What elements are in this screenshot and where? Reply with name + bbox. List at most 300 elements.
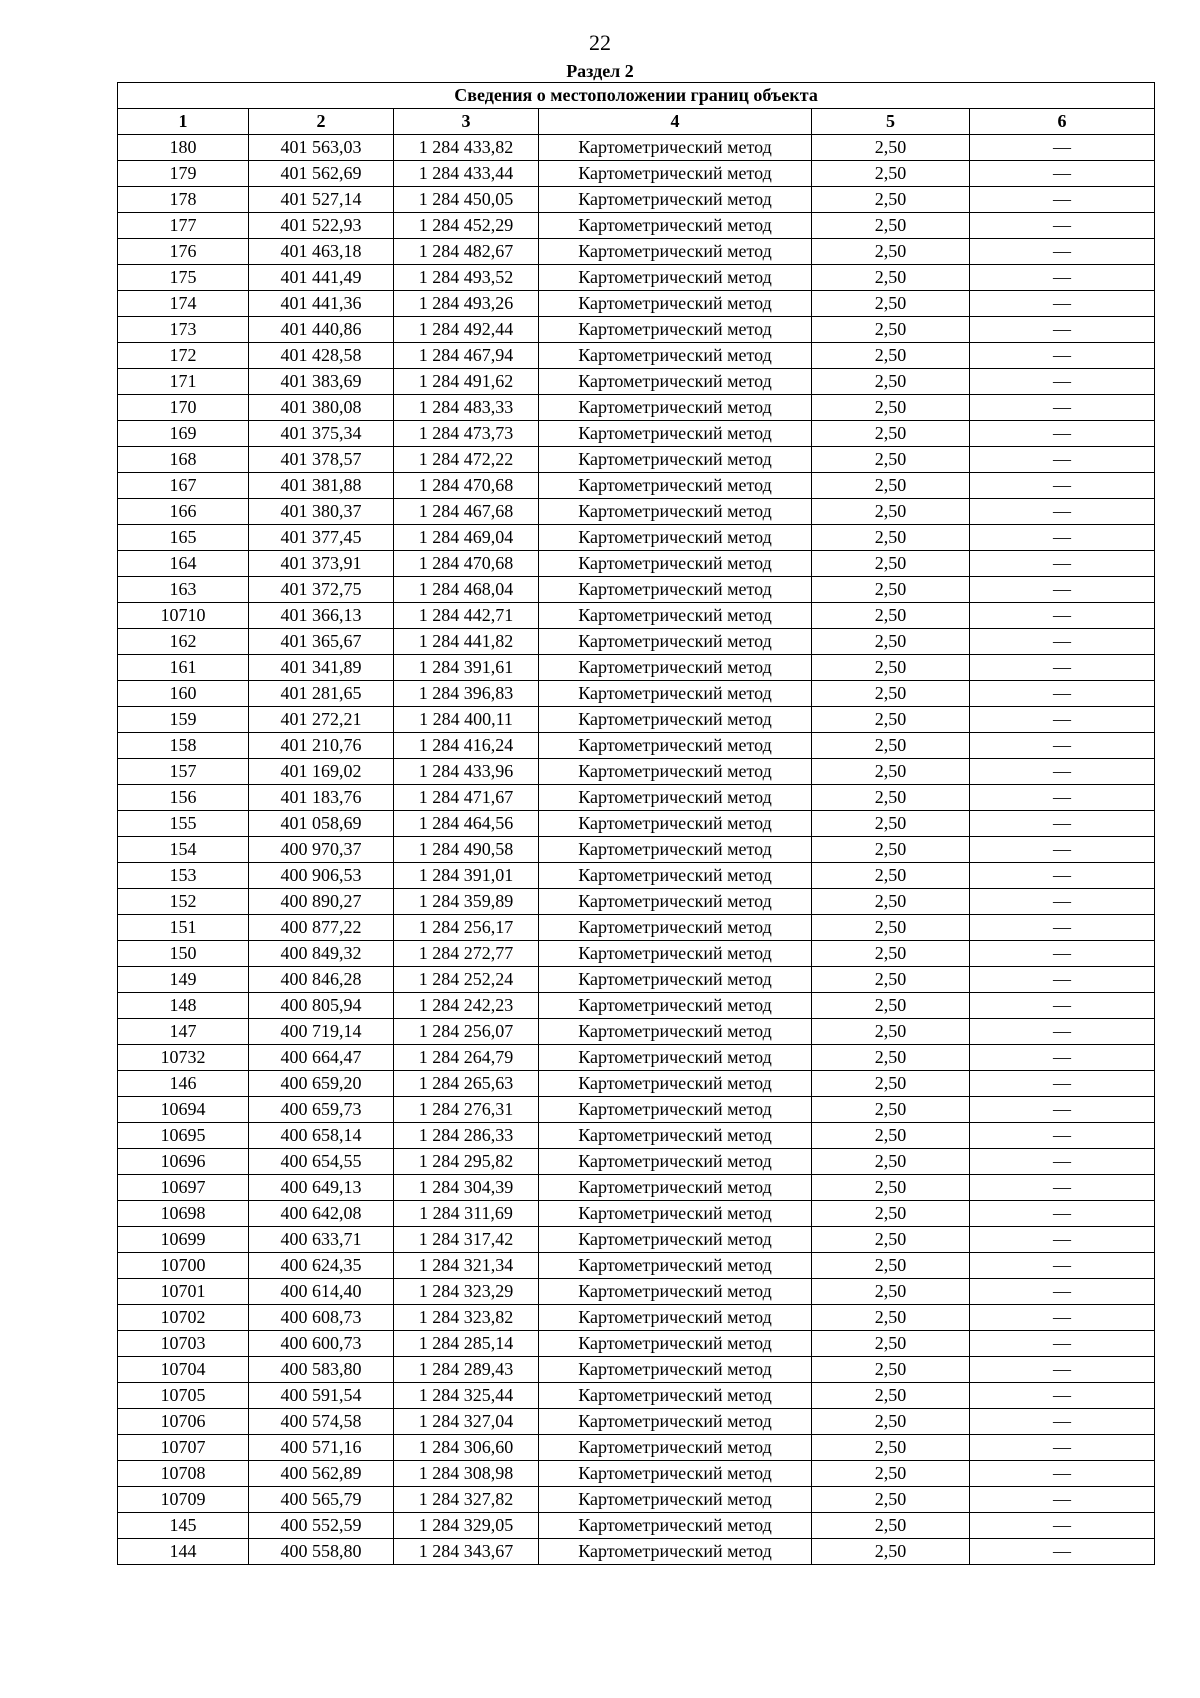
column-header-1: 1 <box>118 109 249 135</box>
table-row <box>118 811 1155 837</box>
accuracy-cell: 2,50 <box>812 1097 970 1123</box>
determination-method-cell: Картометрический метод <box>539 473 812 499</box>
table-row <box>118 785 1155 811</box>
coord-x-cell: 400 805,94 <box>249 993 394 1019</box>
table-row <box>118 1123 1155 1149</box>
point-number-cell: 171 <box>118 369 249 395</box>
coord-x-cell: 400 642,08 <box>249 1201 394 1227</box>
accuracy-cell: 2,50 <box>812 889 970 915</box>
point-number-cell: 160 <box>118 681 249 707</box>
coord-x-cell: 400 649,13 <box>249 1175 394 1201</box>
table-row <box>118 1045 1155 1071</box>
accuracy-cell: 2,50 <box>812 1149 970 1175</box>
accuracy-cell: 2,50 <box>812 1045 970 1071</box>
table-row <box>118 733 1155 759</box>
description-cell: — <box>970 967 1155 993</box>
point-number-cell: 10701 <box>118 1279 249 1305</box>
determination-method-cell: Картометрический метод <box>539 161 812 187</box>
table-row <box>118 681 1155 707</box>
coord-y-cell: 1 284 391,61 <box>394 655 539 681</box>
description-cell: — <box>970 1331 1155 1357</box>
table-header-row <box>118 109 1155 135</box>
description-cell: — <box>970 1019 1155 1045</box>
accuracy-cell: 2,50 <box>812 343 970 369</box>
determination-method-cell: Картометрический метод <box>539 1071 812 1097</box>
table-row <box>118 1071 1155 1097</box>
point-number-cell: 145 <box>118 1513 249 1539</box>
table-row <box>118 525 1155 551</box>
determination-method-cell: Картометрический метод <box>539 837 812 863</box>
determination-method-cell: Картометрический метод <box>539 1149 812 1175</box>
coord-x-cell: 401 383,69 <box>249 369 394 395</box>
accuracy-cell: 2,50 <box>812 629 970 655</box>
description-cell: — <box>970 291 1155 317</box>
table-row <box>118 1357 1155 1383</box>
coord-x-cell: 401 527,14 <box>249 187 394 213</box>
table-row <box>118 421 1155 447</box>
determination-method-cell: Картометрический метод <box>539 1357 812 1383</box>
accuracy-cell: 2,50 <box>812 967 970 993</box>
coord-y-cell: 1 284 433,96 <box>394 759 539 785</box>
determination-method-cell: Картометрический метод <box>539 1123 812 1149</box>
accuracy-cell: 2,50 <box>812 1019 970 1045</box>
description-cell: — <box>970 1149 1155 1175</box>
coord-x-cell: 400 849,32 <box>249 941 394 967</box>
accuracy-cell: 2,50 <box>812 265 970 291</box>
description-cell: — <box>970 733 1155 759</box>
description-cell: — <box>970 1357 1155 1383</box>
point-number-cell: 158 <box>118 733 249 759</box>
description-cell: — <box>970 1253 1155 1279</box>
description-cell: — <box>970 447 1155 473</box>
description-cell: — <box>970 603 1155 629</box>
point-number-cell: 167 <box>118 473 249 499</box>
table-row <box>118 343 1155 369</box>
table-row <box>118 213 1155 239</box>
coord-x-cell: 401 372,75 <box>249 577 394 603</box>
coord-y-cell: 1 284 276,31 <box>394 1097 539 1123</box>
point-number-cell: 165 <box>118 525 249 551</box>
description-cell: — <box>970 1305 1155 1331</box>
accuracy-cell: 2,50 <box>812 993 970 1019</box>
description-cell: — <box>970 1487 1155 1513</box>
determination-method-cell: Картометрический метод <box>539 1097 812 1123</box>
table-row <box>118 239 1155 265</box>
table-row <box>118 1149 1155 1175</box>
coord-x-cell: 401 272,21 <box>249 707 394 733</box>
description-cell: — <box>970 759 1155 785</box>
description-cell: — <box>970 395 1155 421</box>
accuracy-cell: 2,50 <box>812 915 970 941</box>
boundary-coordinates-table <box>117 82 1155 1565</box>
point-number-cell: 156 <box>118 785 249 811</box>
coord-y-cell: 1 284 467,94 <box>394 343 539 369</box>
accuracy-cell: 2,50 <box>812 941 970 967</box>
table-row <box>118 1331 1155 1357</box>
point-number-cell: 178 <box>118 187 249 213</box>
point-number-cell: 10696 <box>118 1149 249 1175</box>
description-cell: — <box>970 265 1155 291</box>
point-number-cell: 10698 <box>118 1201 249 1227</box>
point-number-cell: 149 <box>118 967 249 993</box>
determination-method-cell: Картометрический метод <box>539 993 812 1019</box>
coord-y-cell: 1 284 482,67 <box>394 239 539 265</box>
accuracy-cell: 2,50 <box>812 681 970 707</box>
table-row <box>118 967 1155 993</box>
coord-y-cell: 1 284 242,23 <box>394 993 539 1019</box>
table-row <box>118 291 1155 317</box>
coord-y-cell: 1 284 441,82 <box>394 629 539 655</box>
description-cell: — <box>970 161 1155 187</box>
determination-method-cell: Картометрический метод <box>539 1539 812 1565</box>
point-number-cell: 177 <box>118 213 249 239</box>
coord-y-cell: 1 284 272,77 <box>394 941 539 967</box>
description-cell: — <box>970 499 1155 525</box>
description-cell: — <box>970 421 1155 447</box>
coord-y-cell: 1 284 329,05 <box>394 1513 539 1539</box>
coord-x-cell: 401 373,91 <box>249 551 394 577</box>
point-number-cell: 147 <box>118 1019 249 1045</box>
coord-x-cell: 401 058,69 <box>249 811 394 837</box>
accuracy-cell: 2,50 <box>812 1279 970 1305</box>
coord-x-cell: 400 719,14 <box>249 1019 394 1045</box>
accuracy-cell: 2,50 <box>812 1227 970 1253</box>
coord-y-cell: 1 284 396,83 <box>394 681 539 707</box>
point-number-cell: 10703 <box>118 1331 249 1357</box>
accuracy-cell: 2,50 <box>812 759 970 785</box>
point-number-cell: 10710 <box>118 603 249 629</box>
table-row <box>118 993 1155 1019</box>
coord-x-cell: 400 583,80 <box>249 1357 394 1383</box>
point-number-cell: 153 <box>118 863 249 889</box>
coord-x-cell: 401 281,65 <box>249 681 394 707</box>
coord-y-cell: 1 284 304,39 <box>394 1175 539 1201</box>
description-cell: — <box>970 551 1155 577</box>
coord-y-cell: 1 284 493,26 <box>394 291 539 317</box>
coord-x-cell: 400 890,27 <box>249 889 394 915</box>
determination-method-cell: Картометрический метод <box>539 135 812 161</box>
coord-x-cell: 401 428,58 <box>249 343 394 369</box>
accuracy-cell: 2,50 <box>812 135 970 161</box>
point-number-cell: 163 <box>118 577 249 603</box>
description-cell: — <box>970 681 1155 707</box>
accuracy-cell: 2,50 <box>812 1409 970 1435</box>
description-cell: — <box>970 525 1155 551</box>
determination-method-cell: Картометрический метод <box>539 1175 812 1201</box>
coord-x-cell: 400 846,28 <box>249 967 394 993</box>
coord-y-cell: 1 284 295,82 <box>394 1149 539 1175</box>
coord-x-cell: 401 440,86 <box>249 317 394 343</box>
coord-y-cell: 1 284 468,04 <box>394 577 539 603</box>
table-row <box>118 1487 1155 1513</box>
point-number-cell: 146 <box>118 1071 249 1097</box>
table-row <box>118 447 1155 473</box>
coord-x-cell: 401 380,37 <box>249 499 394 525</box>
accuracy-cell: 2,50 <box>812 551 970 577</box>
accuracy-cell: 2,50 <box>812 837 970 863</box>
point-number-cell: 173 <box>118 317 249 343</box>
point-number-cell: 10702 <box>118 1305 249 1331</box>
point-number-cell: 180 <box>118 135 249 161</box>
determination-method-cell: Картометрический метод <box>539 603 812 629</box>
description-cell: — <box>970 1097 1155 1123</box>
coord-x-cell: 401 375,34 <box>249 421 394 447</box>
point-number-cell: 176 <box>118 239 249 265</box>
table-row <box>118 1175 1155 1201</box>
coord-x-cell: 401 366,13 <box>249 603 394 629</box>
point-number-cell: 10694 <box>118 1097 249 1123</box>
coord-y-cell: 1 284 317,42 <box>394 1227 539 1253</box>
coord-y-cell: 1 284 311,69 <box>394 1201 539 1227</box>
coord-y-cell: 1 284 433,82 <box>394 135 539 161</box>
coord-y-cell: 1 284 306,60 <box>394 1435 539 1461</box>
coord-x-cell: 401 522,93 <box>249 213 394 239</box>
accuracy-cell: 2,50 <box>812 473 970 499</box>
coord-y-cell: 1 284 343,67 <box>394 1539 539 1565</box>
accuracy-cell: 2,50 <box>812 811 970 837</box>
accuracy-cell: 2,50 <box>812 1201 970 1227</box>
description-cell: — <box>970 707 1155 733</box>
accuracy-cell: 2,50 <box>812 1383 970 1409</box>
coord-y-cell: 1 284 265,63 <box>394 1071 539 1097</box>
determination-method-cell: Картометрический метод <box>539 1461 812 1487</box>
table-row <box>118 889 1155 915</box>
point-number-cell: 169 <box>118 421 249 447</box>
coord-x-cell: 400 574,58 <box>249 1409 394 1435</box>
table-row <box>118 135 1155 161</box>
accuracy-cell: 2,50 <box>812 655 970 681</box>
accuracy-cell: 2,50 <box>812 1539 970 1565</box>
determination-method-cell: Картометрический метод <box>539 369 812 395</box>
section-title: Раздел 2 <box>566 61 634 81</box>
coord-x-cell: 400 664,47 <box>249 1045 394 1071</box>
table-row <box>118 1019 1155 1045</box>
description-cell: — <box>970 1383 1155 1409</box>
point-number-cell: 172 <box>118 343 249 369</box>
column-header-5: 5 <box>812 109 970 135</box>
column-header-2: 2 <box>249 109 394 135</box>
determination-method-cell: Картометрический метод <box>539 681 812 707</box>
point-number-cell: 155 <box>118 811 249 837</box>
coord-y-cell: 1 284 252,24 <box>394 967 539 993</box>
determination-method-cell: Картометрический метод <box>539 1331 812 1357</box>
point-number-cell: 170 <box>118 395 249 421</box>
coord-x-cell: 400 552,59 <box>249 1513 394 1539</box>
table-row <box>118 369 1155 395</box>
point-number-cell: 174 <box>118 291 249 317</box>
description-cell: — <box>970 473 1155 499</box>
accuracy-cell: 2,50 <box>812 1357 970 1383</box>
table-row <box>118 395 1155 421</box>
accuracy-cell: 2,50 <box>812 1175 970 1201</box>
determination-method-cell: Картометрический метод <box>539 291 812 317</box>
determination-method-cell: Картометрический метод <box>539 421 812 447</box>
accuracy-cell: 2,50 <box>812 317 970 343</box>
table-body <box>118 83 1155 1565</box>
accuracy-cell: 2,50 <box>812 577 970 603</box>
coord-y-cell: 1 284 490,58 <box>394 837 539 863</box>
determination-method-cell: Картометрический метод <box>539 1435 812 1461</box>
coord-x-cell: 401 365,67 <box>249 629 394 655</box>
accuracy-cell: 2,50 <box>812 161 970 187</box>
determination-method-cell: Картометрический метод <box>539 655 812 681</box>
coord-x-cell: 401 210,76 <box>249 733 394 759</box>
determination-method-cell: Картометрический метод <box>539 213 812 239</box>
description-cell: — <box>970 1539 1155 1565</box>
coord-x-cell: 400 659,20 <box>249 1071 394 1097</box>
coord-x-cell: 401 183,76 <box>249 785 394 811</box>
description-cell: — <box>970 1279 1155 1305</box>
description-cell: — <box>970 1201 1155 1227</box>
determination-method-cell: Картометрический метод <box>539 1487 812 1513</box>
determination-method-cell: Картометрический метод <box>539 525 812 551</box>
coord-y-cell: 1 284 400,11 <box>394 707 539 733</box>
coord-y-cell: 1 284 470,68 <box>394 551 539 577</box>
description-cell: — <box>970 629 1155 655</box>
determination-method-cell: Картометрический метод <box>539 785 812 811</box>
coord-x-cell: 400 658,14 <box>249 1123 394 1149</box>
determination-method-cell: Картометрический метод <box>539 395 812 421</box>
determination-method-cell: Картометрический метод <box>539 707 812 733</box>
point-number-cell: 148 <box>118 993 249 1019</box>
coord-y-cell: 1 284 492,44 <box>394 317 539 343</box>
determination-method-cell: Картометрический метод <box>539 629 812 655</box>
determination-method-cell: Картометрический метод <box>539 1253 812 1279</box>
coord-y-cell: 1 284 469,04 <box>394 525 539 551</box>
coord-y-cell: 1 284 493,52 <box>394 265 539 291</box>
table-row <box>118 707 1155 733</box>
description-cell: — <box>970 1071 1155 1097</box>
description-cell: — <box>970 993 1155 1019</box>
coord-x-cell: 401 378,57 <box>249 447 394 473</box>
accuracy-cell: 2,50 <box>812 1461 970 1487</box>
description-cell: — <box>970 343 1155 369</box>
coord-x-cell: 400 659,73 <box>249 1097 394 1123</box>
coord-x-cell: 400 591,54 <box>249 1383 394 1409</box>
table-row <box>118 837 1155 863</box>
determination-method-cell: Картометрический метод <box>539 915 812 941</box>
point-number-cell: 152 <box>118 889 249 915</box>
accuracy-cell: 2,50 <box>812 733 970 759</box>
table-row <box>118 1539 1155 1565</box>
coord-x-cell: 401 463,18 <box>249 239 394 265</box>
point-number-cell: 144 <box>118 1539 249 1565</box>
description-cell: — <box>970 239 1155 265</box>
coord-x-cell: 400 624,35 <box>249 1253 394 1279</box>
determination-method-cell: Картометрический метод <box>539 1305 812 1331</box>
coord-x-cell: 400 654,55 <box>249 1149 394 1175</box>
coord-y-cell: 1 284 471,67 <box>394 785 539 811</box>
description-cell: — <box>970 785 1155 811</box>
point-number-cell: 150 <box>118 941 249 967</box>
table-row <box>118 473 1155 499</box>
table-row <box>118 863 1155 889</box>
column-header-4: 4 <box>539 109 812 135</box>
coord-x-cell: 401 562,69 <box>249 161 394 187</box>
coord-x-cell: 401 377,45 <box>249 525 394 551</box>
accuracy-cell: 2,50 <box>812 1253 970 1279</box>
table-caption: Сведения о местоположении границ объекта <box>118 83 1155 109</box>
coord-x-cell: 401 441,36 <box>249 291 394 317</box>
table-row <box>118 1461 1155 1487</box>
accuracy-cell: 2,50 <box>812 213 970 239</box>
point-number-cell: 162 <box>118 629 249 655</box>
description-cell: — <box>970 1227 1155 1253</box>
accuracy-cell: 2,50 <box>812 421 970 447</box>
table-row <box>118 941 1155 967</box>
coord-y-cell: 1 284 323,82 <box>394 1305 539 1331</box>
table-row <box>118 1097 1155 1123</box>
determination-method-cell: Картометрический метод <box>539 1409 812 1435</box>
table-row <box>118 161 1155 187</box>
point-number-cell: 154 <box>118 837 249 863</box>
determination-method-cell: Картометрический метод <box>539 343 812 369</box>
point-number-cell: 10700 <box>118 1253 249 1279</box>
point-number-cell: 157 <box>118 759 249 785</box>
table-row <box>118 1227 1155 1253</box>
coord-y-cell: 1 284 327,04 <box>394 1409 539 1435</box>
table-row <box>118 265 1155 291</box>
description-cell: — <box>970 889 1155 915</box>
coord-y-cell: 1 284 464,56 <box>394 811 539 837</box>
table-caption-row <box>118 83 1155 109</box>
description-cell: — <box>970 941 1155 967</box>
accuracy-cell: 2,50 <box>812 395 970 421</box>
accuracy-cell: 2,50 <box>812 1123 970 1149</box>
determination-method-cell: Картометрический метод <box>539 863 812 889</box>
accuracy-cell: 2,50 <box>812 1435 970 1461</box>
determination-method-cell: Картометрический метод <box>539 577 812 603</box>
description-cell: — <box>970 915 1155 941</box>
coord-x-cell: 400 571,16 <box>249 1435 394 1461</box>
accuracy-cell: 2,50 <box>812 447 970 473</box>
table-row <box>118 1409 1155 1435</box>
description-cell: — <box>970 1513 1155 1539</box>
coord-x-cell: 400 633,71 <box>249 1227 394 1253</box>
determination-method-cell: Картометрический метод <box>539 1045 812 1071</box>
coord-y-cell: 1 284 452,29 <box>394 213 539 239</box>
coord-y-cell: 1 284 264,79 <box>394 1045 539 1071</box>
point-number-cell: 10707 <box>118 1435 249 1461</box>
coord-x-cell: 401 381,88 <box>249 473 394 499</box>
table-row <box>118 629 1155 655</box>
description-cell: — <box>970 811 1155 837</box>
coord-y-cell: 1 284 483,33 <box>394 395 539 421</box>
determination-method-cell: Картометрический метод <box>539 265 812 291</box>
table-row <box>118 499 1155 525</box>
determination-method-cell: Картометрический метод <box>539 1227 812 1253</box>
table-row <box>118 759 1155 785</box>
point-number-cell: 10705 <box>118 1383 249 1409</box>
point-number-cell: 159 <box>118 707 249 733</box>
determination-method-cell: Картометрический метод <box>539 499 812 525</box>
description-cell: — <box>970 135 1155 161</box>
table-row <box>118 1279 1155 1305</box>
description-cell: — <box>970 213 1155 239</box>
accuracy-cell: 2,50 <box>812 1513 970 1539</box>
point-number-cell: 10695 <box>118 1123 249 1149</box>
determination-method-cell: Картометрический метод <box>539 941 812 967</box>
table-row <box>118 577 1155 603</box>
coord-y-cell: 1 284 472,22 <box>394 447 539 473</box>
determination-method-cell: Картометрический метод <box>539 1513 812 1539</box>
description-cell: — <box>970 655 1155 681</box>
point-number-cell: 10708 <box>118 1461 249 1487</box>
table-row <box>118 1383 1155 1409</box>
point-number-cell: 10697 <box>118 1175 249 1201</box>
table-row <box>118 915 1155 941</box>
coord-y-cell: 1 284 416,24 <box>394 733 539 759</box>
